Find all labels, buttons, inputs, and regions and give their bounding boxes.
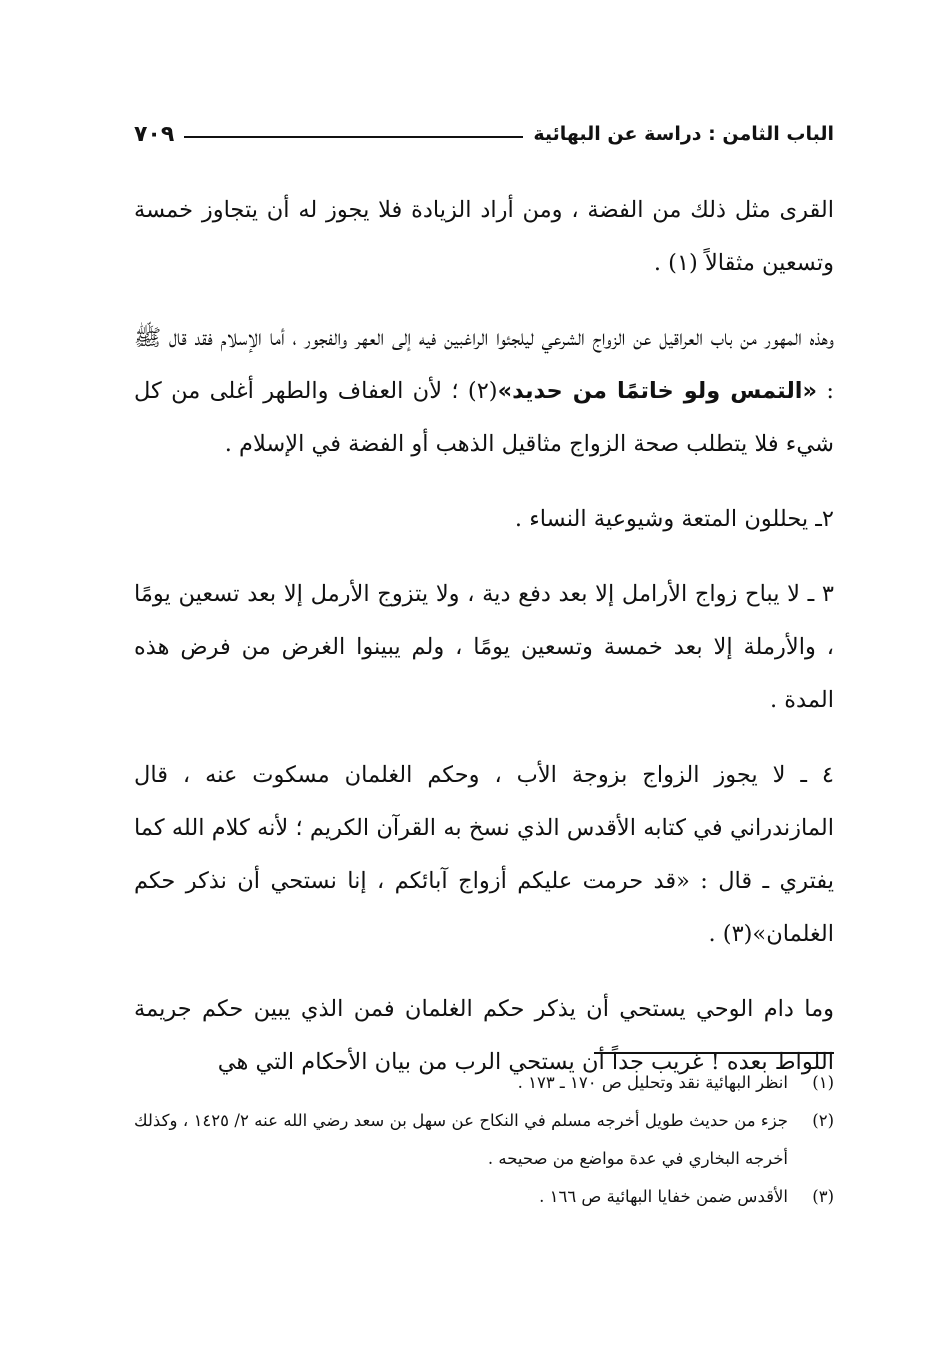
paragraph-1: القرى مثل ذلك من الفضة ، ومن أراد الزيادة فلا يجوز له أن يتجاوز خمسة وتسعين مثقالاً (١) .: [134, 197, 834, 276]
footnote-text: جزء من حديث طويل أخرجه مسلم في النكاح عن سهل بن سعد رضي الله عنه ٢/ ١٤٢٥ ، وكذلك أخرجه البخاري في عدة مواضع من صحيحه .: [134, 1111, 788, 1168]
footnote: [134, 1102, 834, 1178]
paragraph-4: ٣ ـ لا يباح زواج الأرامل إلا بعد دفع دية ، ولا يتزوج الأرمل إلا بعد تسعين يومًا ، والأرملة إلا بعد خمسة وتسعين يومًا ، ولم يبينوا الغرض من فرض هذه المدة .: [134, 581, 834, 713]
footnote-separator: [594, 1052, 834, 1054]
header-rule: [184, 136, 523, 138]
paragraph-3: ٢ـ يحللون المتعة وشيوعية النساء .: [514, 506, 834, 532]
paragraph-2: [134, 312, 834, 471]
paragraph-5: ٤ ـ لا يجوز الزواج بزوجة الأب ، وحكم الغلمان مسكوت عنه ، قال المازندراني في كتابه الأقدس الذي نسخ به القرآن الكريم ؛ لأنه كلام الله كما يفتري ـ قال : «قد حرمت عليكم أزواج آبائكم ، إنا نستحي أن نذكر حكم الغلمان»(٣) .: [134, 762, 834, 947]
footnote: [134, 1064, 834, 1102]
page-number: ٧٠٩: [134, 121, 175, 147]
footnote-number: (١): [812, 1073, 834, 1092]
paragraph-2-part-a: وهذه المهور من باب العراقيل عن الزواج الشرعي ليلجئوا الراغبين فيه إلى العهر والفجور ، أما الإسلام فقد قال ﷺ :: [134, 325, 834, 404]
running-header: [134, 116, 834, 152]
chapter-title: الباب الثامن : دراسة عن البهائية: [533, 123, 834, 145]
footnote-number: (٢): [812, 1111, 834, 1130]
paragraph-6: وما دام الوحي يستحي أن يذكر حكم الغلمان فمن الذي يبين حكم جريمة اللواط بعده ! غريب جداً أن يستحي الرب من بيان الأحكام التي هي: [134, 996, 834, 1075]
hadith-quote: «التمس ولو خاتمًا من حديد»: [497, 378, 818, 404]
footnote: [134, 1178, 834, 1216]
footnote-text: انظر البهائية نقد وتحليل ص ١٧٠ ـ ١٧٣ .: [517, 1073, 788, 1092]
paragraph-2-part-b: (٢) ؛ لأن العفاف والطهر أغلى من كل شيء فلا يتطلب صحة الزواج مثاقيل الذهب أو الفضة في الإسلام .: [134, 378, 834, 457]
footnote-text: الأقدس ضمن خفايا البهائية ص ١٦٦ .: [539, 1187, 788, 1206]
footnote-number: (٣): [812, 1187, 834, 1206]
footnotes: [134, 1064, 834, 1216]
main-text: [134, 184, 834, 1111]
